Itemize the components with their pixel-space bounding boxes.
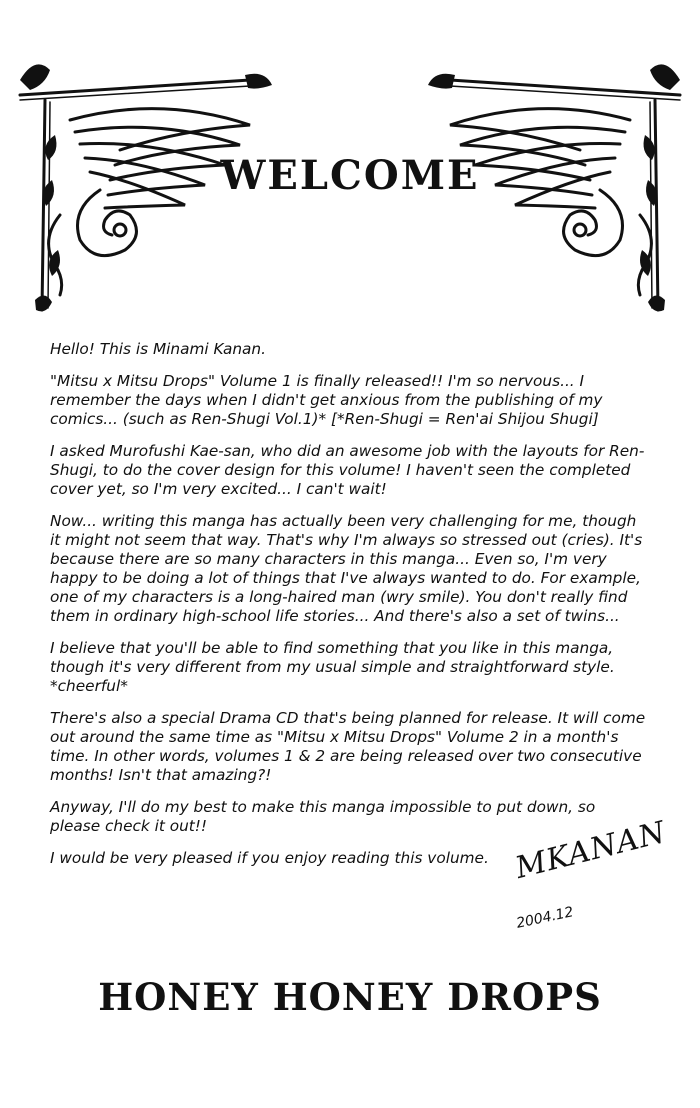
letter-paragraph: I believe that you'll be able to find something that you like in this manga, though it's very different from my usual simple and straightforward style. *cheerful*	[50, 639, 615, 695]
letter-paragraph: There's also a special Drama CD that's being planned for release. It will come out around the same time as "Mitsu x Mitsu Drops" Volume 2 in a month's time. In other words, volumes 1 & 2 are being released over two consecutive months! Isn't that amazing?!	[50, 709, 646, 784]
letter-paragraph: Hello! This is Minami Kanan.	[50, 340, 266, 358]
page-title: WELCOME	[220, 152, 480, 199]
letter-paragraph: I would be very pleased if you enjoy reading this volume.	[50, 849, 489, 867]
signature-name: MKANAN	[512, 814, 670, 886]
signature-date: 2004.12	[514, 904, 575, 932]
author-signature	[512, 814, 670, 945]
letter-paragraph: I asked Murofushi Kae-san, who did an awesome job with the layouts for Ren-Shugi, to do the cover design for this volume! I haven't seen the completed cover yet, so I'm very excited... I can't wait!	[50, 442, 645, 498]
series-title: HONEY HONEY DROPS	[98, 975, 602, 1019]
letter-paragraph: Anyway, I'll do my best to make this manga impossible to put down, so please check it out!!	[50, 798, 596, 835]
letter-paragraph: "Mitsu x Mitsu Drops" Volume 1 is finally released!! I'm so nervous... I remember the days when I didn't get anxious from the publishing of my comics... (such as Ren-Shugi Vol.1)* [*Ren-Shugi = Ren'ai Shijou Shugi]	[50, 372, 603, 428]
letter-body	[50, 340, 650, 881]
letter-paragraph: Now... writing this manga has actually been very challenging for me, though it might not seem that way. That's why I'm always so stressed out (cries). It's because there are so many characters in this manga... Even so, I'm very happy to be doing a lot of things that I've always wanted to do. For example, one of my characters is a long-haired man (wry smile). You don't really find them in ordinary high-school life stories... And there's also a set of twins...	[50, 512, 643, 625]
